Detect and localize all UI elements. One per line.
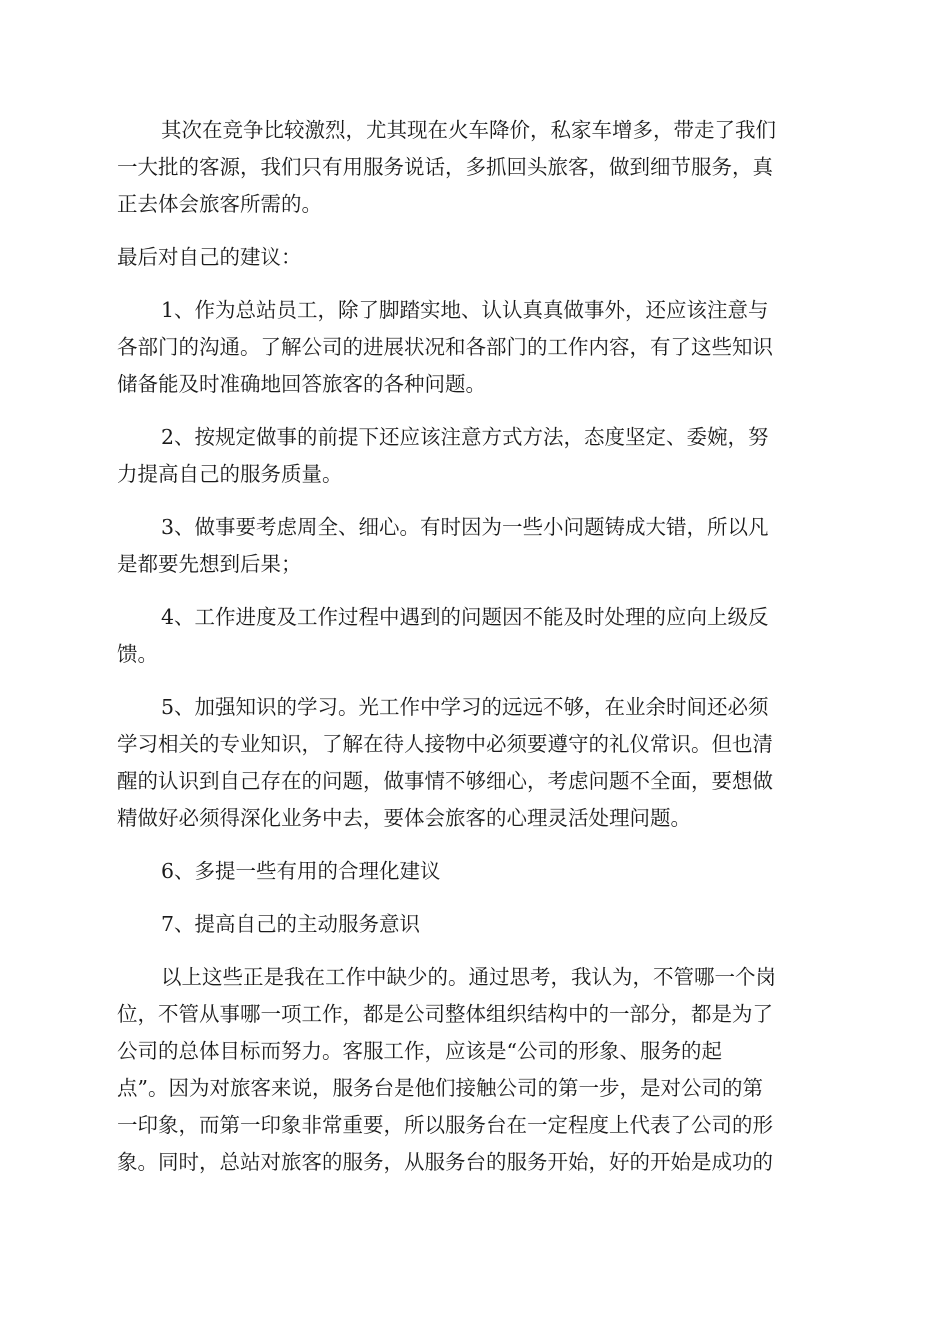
text-line: 正去体会旅客所需的。: [117, 192, 322, 216]
paragraph-item-6: [117, 853, 833, 890]
document-page: [117, 112, 833, 1197]
paragraph-item-7: [117, 906, 833, 943]
text-line: 5、加强知识的学习。光工作中学习的远远不够，在业余时间还必须: [161, 695, 769, 719]
text-line: 醒的认识到自己存在的问题，做事情不够细心，考虑问题不全面，要想做: [117, 769, 773, 793]
text-line: 2、按规定做事的前提下还应该注意方式方法，态度坚定、委婉，努: [161, 425, 769, 449]
paragraph-item-5: [117, 689, 833, 837]
section-heading: 最后对自己的建议：: [117, 245, 302, 269]
text-line: 点”。因为对旅客来说，服务台是他们接触公司的第一步，是对公司的第: [117, 1076, 763, 1100]
text-line: 一印象，而第一印象非常重要，所以服务台在一定程度上代表了公司的形: [117, 1113, 773, 1137]
text-line: 一大批的客源，我们只有用服务说话，多抓回头旅客，做到细节服务，真: [117, 155, 773, 179]
text-line: 象。同时，总站对旅客的服务，从服务台的服务开始，好的开始是成功的: [117, 1150, 773, 1174]
text-line: 精做好必须得深化业务中去，要体会旅客的心理灵活处理问题。: [117, 806, 691, 830]
text-line: 学习相关的专业知识，了解在待人接物中必须要遵守的礼仪常识。但也清: [117, 732, 773, 756]
text-line: 4、工作进度及工作过程中遇到的问题因不能及时处理的应向上级反: [161, 605, 769, 629]
text-line: 馈。: [117, 642, 158, 666]
text-line: 其次在竞争比较激烈，尤其现在火车降价，私家车增多，带走了我们: [161, 118, 776, 142]
paragraph-item-1: [117, 292, 833, 403]
paragraph-conclusion: [117, 959, 833, 1181]
text-line: 6、多提一些有用的合理化建议: [161, 859, 441, 883]
text-line: 各部门的沟通。了解公司的进展状况和各部门的工作内容，有了这些知识: [117, 335, 773, 359]
text-line: 以上这些正是我在工作中缺少的。通过思考，我认为，不管哪一个岗: [161, 965, 776, 989]
text-line: 公司的总体目标而努力。客服工作，应该是“公司的形象、服务的起: [117, 1039, 722, 1063]
text-line: 力提高自己的服务质量。: [117, 462, 343, 486]
paragraph-suggestions-heading: [117, 239, 833, 276]
text-line: 3、做事要考虑周全、细心。有时因为一些小问题铸成大错，所以凡: [161, 515, 769, 539]
paragraph-competition: [117, 112, 833, 223]
text-line: 1、作为总站员工，除了脚踏实地、认认真真做事外，还应该注意与: [161, 298, 769, 322]
text-line: 7、提高自己的主动服务意识: [161, 912, 421, 936]
text-line: 储备能及时准确地回答旅客的各种问题。: [117, 372, 486, 396]
text-line: 位，不管从事哪一项工作，都是公司整体组织结构中的一部分，都是为了: [117, 1002, 773, 1026]
text-line: 是都要先想到后果；: [117, 552, 302, 576]
paragraph-item-3: [117, 509, 833, 583]
paragraph-item-4: [117, 599, 833, 673]
paragraph-item-2: [117, 419, 833, 493]
